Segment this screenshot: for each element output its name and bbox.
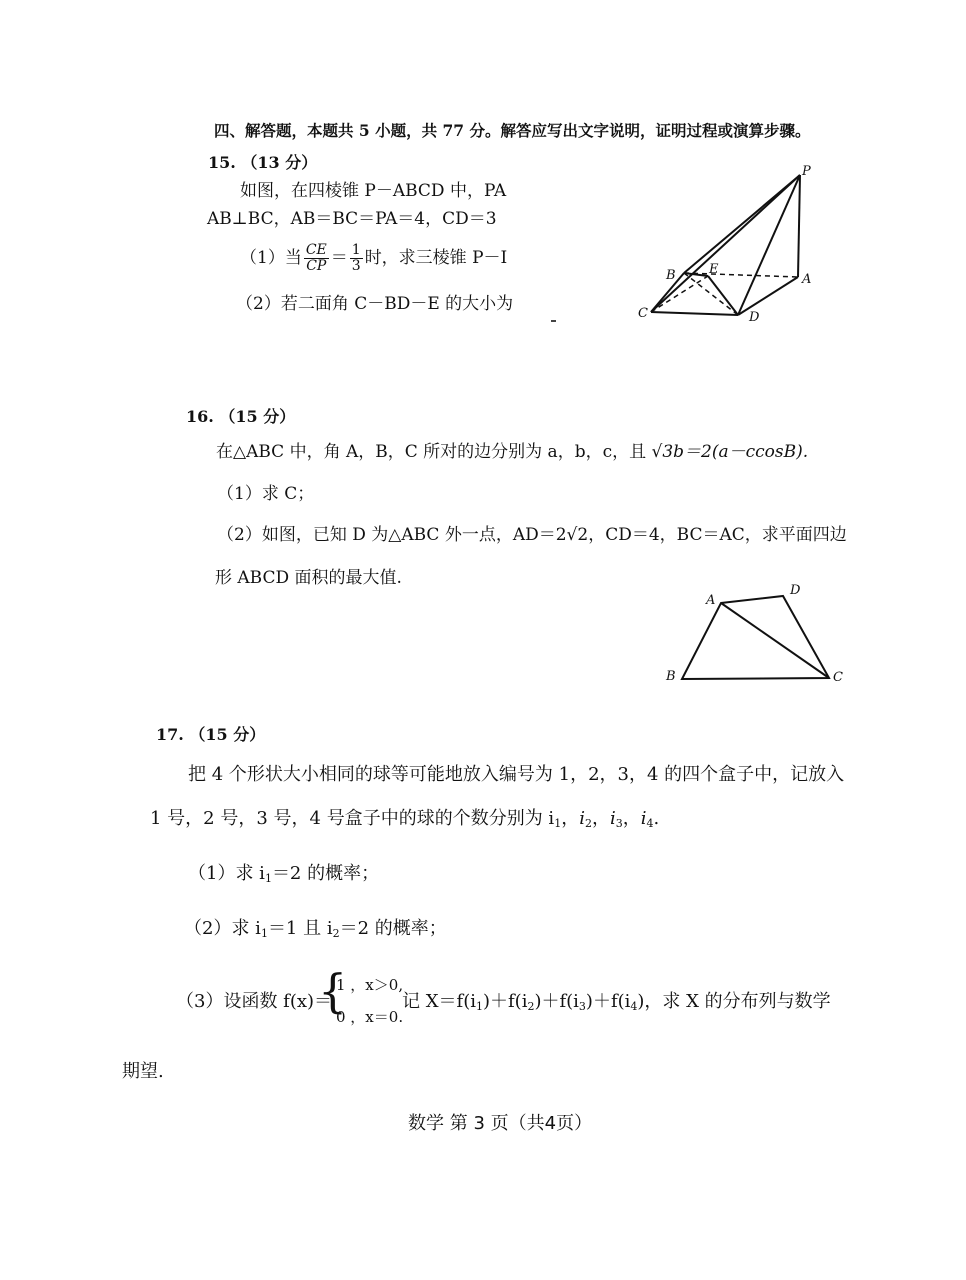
sub-2: 2	[332, 927, 340, 940]
piecewise-case-1: 1 ，x＞0,	[336, 976, 404, 994]
ratio-numerator: CE	[305, 242, 327, 258]
sub-2: 2	[584, 817, 592, 830]
sub-4: 4	[646, 817, 654, 830]
q15-line2: AB⊥BC，AB＝BC＝PA＝4，CD＝3	[207, 209, 497, 229]
var-i3: i	[609, 808, 616, 829]
q17-line2: 1 号，2 号，3 号，4 号盒子中的球的个数分别为 $i_1$，$i_2$，$i_3$，$i_4$.	[150, 808, 660, 830]
label-C: C	[833, 670, 843, 685]
var-i2: i	[579, 808, 585, 829]
sub-1: 1	[554, 817, 562, 830]
sub-1: 1	[475, 1000, 483, 1013]
q16-line1	[216, 444, 808, 461]
q15-line1: 如图，在四棱锥 P－ABCD 中，PA	[240, 181, 507, 201]
label-D: D	[790, 583, 801, 598]
q16-part1: （1）求 C；	[217, 484, 315, 504]
one-third-num: 1	[351, 242, 361, 258]
q17-line2-text: 1 号，2 号，3 号，4 号盒子中的球的个数分别为 i	[150, 808, 555, 829]
section-header: 四、解答题，本题共 5 小题，共 77 分。解答应写出文字说明，证明过程或演算步骤。	[214, 121, 811, 140]
sub-1: 1	[264, 872, 272, 885]
sub-1: 1	[260, 927, 268, 940]
q16-part2-line1: （2）如图，已知 D 为△ABC 外一点，AD＝2√2，CD＝4，BC＝AC，求平面四边	[217, 525, 847, 545]
q17-part3-b: 记 X＝f(i	[402, 991, 476, 1012]
label-A: A	[706, 593, 716, 608]
q16-equation: √3b＝2(a－ccosB).	[651, 442, 809, 462]
q17-part2	[184, 920, 447, 939]
sub-2: 2	[527, 1000, 535, 1013]
sub-4: 4	[630, 1000, 638, 1013]
one-third-den: 3	[351, 257, 361, 274]
q17-part2-c: ＝2 的概率；	[339, 918, 447, 939]
q17-part1	[188, 865, 379, 884]
q15-part1-prefix: （1）当	[240, 247, 302, 268]
piecewise-case-2: 0 ，x＝0.	[336, 1008, 404, 1026]
stray-mark	[551, 320, 556, 322]
page-footer: 数学 第 3 页（共4页）	[408, 1113, 593, 1134]
q17-part3-lead: （3）设函数 f(x)＝	[176, 991, 333, 1012]
q16-line1-text: 在△ABC 中，角 A，B，C 所对的边分别为 a，b，c，且	[216, 442, 647, 462]
piecewise-brace: {	[318, 964, 348, 1018]
label-P: P	[802, 164, 811, 179]
label-C: C	[638, 306, 648, 321]
q15-part1-eq: ＝	[330, 247, 348, 268]
q17-part3-c: ，求 X 的分布列与数学	[644, 991, 831, 1012]
label-E: E	[709, 262, 719, 277]
label-A: A	[802, 272, 812, 287]
sub-3: 3	[578, 1000, 586, 1013]
q16-number: 16. （15 分）	[186, 407, 296, 426]
q17-part1-b: ＝2 的概率；	[271, 863, 380, 884]
q15-part2: （2）若二面角 C－BD－E 的大小为	[236, 294, 514, 314]
q15-number: 15. （13 分）	[208, 153, 318, 172]
label-B: B	[666, 669, 676, 684]
q17-part3-expr: 记 $X=f(i_1)+f(i_2)+f(i_3)+f(i_4)$，求 X 的分布列与数学	[402, 991, 831, 1013]
sub-3: 3	[615, 817, 623, 830]
q17-number: 17. （15 分）	[156, 725, 266, 744]
label-D: D	[749, 310, 760, 325]
q15-part1-suffix: 时，求三棱锥 P－I	[364, 247, 508, 268]
q15-part1	[240, 243, 507, 273]
one-third-fraction	[350, 243, 363, 273]
label-B: B	[666, 268, 676, 283]
var-i4: i	[640, 808, 647, 829]
q17-part1-a: （1）求 i	[188, 863, 265, 884]
q17-part2-b: ＝1 且 i	[267, 918, 333, 939]
q16-part2-line2: 形 ABCD 面积的最大值.	[215, 568, 402, 588]
q17-line1: 把 4 个形状大小相同的球等可能地放入编号为 1，2，3，4 的四个盒子中，记放入	[188, 764, 845, 785]
q17-part3-end: 期望.	[122, 1061, 164, 1082]
q17-part2-a: （2）求 i	[184, 918, 261, 939]
ratio-ce-cp	[304, 243, 329, 273]
ratio-denominator: CP	[306, 257, 327, 274]
